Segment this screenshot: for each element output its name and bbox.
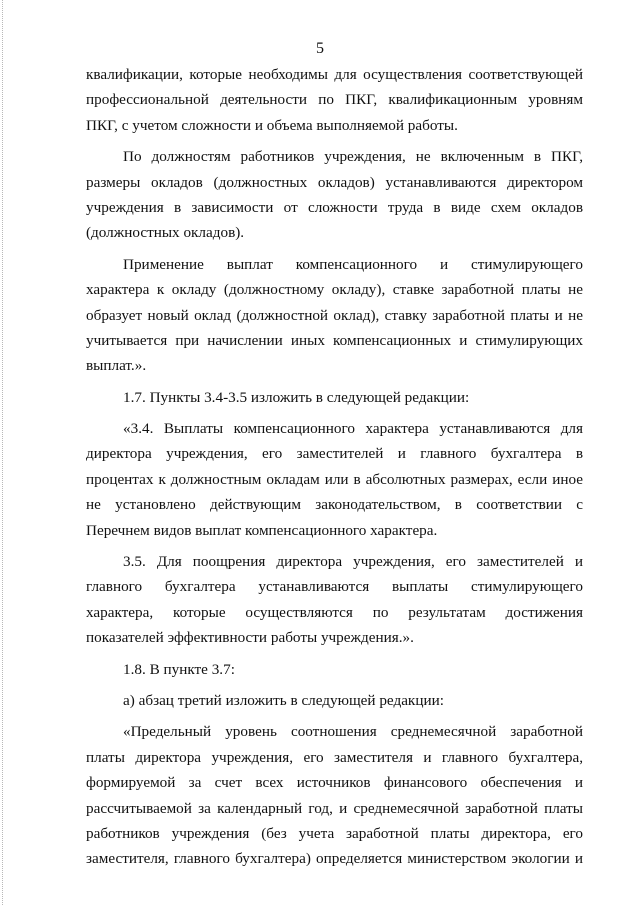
text-line: главного бухгалтера устанавливаются выплаты стимулирующего: [86, 578, 583, 596]
text-line: квалификации, которые необходимы для осуществления соответствующей: [86, 66, 583, 83]
paragraph: [86, 416, 583, 543]
text-line: «3.4. Выплаты компенсационного характера устанавливаются для: [123, 420, 583, 438]
text-line: учреждения в зависимости от сложности труда в виде схем окладов: [86, 198, 583, 216]
text-line: работников учреждения (без учета заработной платы директора, его: [86, 824, 583, 842]
text-line: не установлено действующим законодательством, в соответствии с: [86, 496, 583, 514]
text-line: 1.7. Пункты 3.4-3.5 изложить в следующей редакции:: [123, 388, 470, 406]
text-line: (должностных окладов).: [86, 224, 245, 242]
text-line: показателей эффективности работы учреждения.».: [86, 629, 414, 647]
text-line: профессиональной деятельности по ПКГ, квалификационным уровням: [86, 91, 583, 109]
page-number: 5: [316, 40, 324, 57]
text-line: заместителя, главного бухгалтера) определяется министерством экологии и: [86, 850, 583, 868]
text-line: формируемой за счет всех источников финансового обеспечения и: [86, 774, 583, 792]
text-line: характера к окладу (должностному окладу), ставке заработной платы не: [86, 281, 583, 299]
text-line: платы директора учреждения, его заместителя и главного бухгалтера,: [86, 748, 583, 766]
paragraph: [86, 549, 583, 651]
text-line: 1.8. В пункте 3.7:: [123, 660, 235, 678]
text-line: «Предельный уровень соотношения среднемесячной заработной: [123, 723, 583, 741]
text-line: образует новый оклад (должностной оклад), ставку заработной платы и не: [86, 306, 583, 324]
paragraph: [86, 385, 583, 410]
text-line: процентах к должностным окладам или в абсолютных размерах, если иное: [86, 470, 583, 488]
text-line: ПКГ, с учетом сложности и объема выполняемой работы.: [86, 116, 458, 134]
text-line: выплат.».: [86, 357, 147, 375]
text-line: Перечнем видов выплат компенсационного характера.: [86, 521, 438, 539]
text-line: характера, которые осуществляются по результатам достижения: [86, 603, 583, 621]
paragraph: [86, 62, 583, 138]
text-line: По должностям работников учреждения, не включенным в ПКГ,: [123, 148, 583, 166]
paragraph: [86, 144, 583, 246]
paragraph: [86, 719, 583, 871]
text-line: 3.5. Для поощрения директора учреждения, его заместителей и: [123, 553, 583, 571]
text-line: размеры окладов (должностных окладов) устанавливаются директором: [86, 173, 583, 191]
paragraph: [86, 657, 583, 682]
scan-edge: [2, 0, 3, 905]
paragraph: [86, 252, 583, 379]
document-body: [86, 62, 583, 872]
text-line: а) абзац третий изложить в следующей редакции:: [123, 691, 444, 709]
text-line: рассчитываемой за календарный год, и среднемесячной заработной платы: [86, 799, 583, 817]
paragraph: [86, 688, 583, 713]
text-line: учитывается при начислении иных компенсационных и стимулирующих: [86, 331, 583, 349]
text-line: Применение выплат компенсационного и стимулирующего: [123, 255, 583, 273]
text-line: директора учреждения, его заместителей и главного бухгалтера в: [86, 445, 583, 463]
